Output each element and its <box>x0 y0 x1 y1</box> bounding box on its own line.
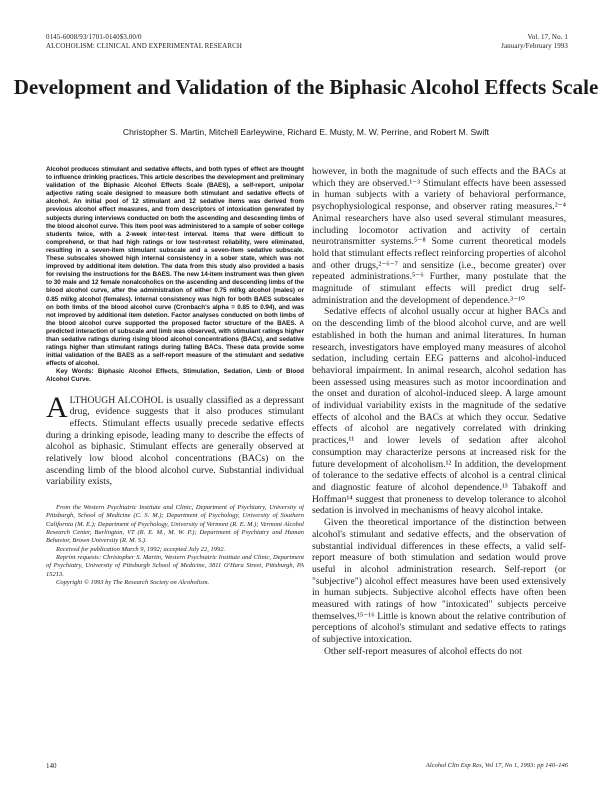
intro-text: is usually classified as a depressant drug, evidence suggests that it also produces stimulant effects. Stimulant effects usually precede sedative effects during a drinking episode, leading many to describe the effects of alcohol as biphasic. Stimulant effects are generally observed at relatively low blood alcohol concentrations (BACs) on the ascending limb of the blood alcohol curve. Substantial individual variability exists, <box>46 394 304 488</box>
body-paragraph: Given the theoretical importance of the distinction between alcohol's stimulant and sedative effects, and the observation of substantial individual differences in these effects, a valid self-report measure of both stimulation and sedation would prove useful in alcohol administration research. Self-report (or "subjective") alcohol effect measures have been used extensively in human subjects. Subjective alcohol effects have often been measured with ratings of how "intoxicated" subjects perceive themselves.¹⁵⁻¹⁶ Little is known about the relative contribution of perceptions of alcohol's stimulant and sedative effects to ratings of subjective intoxication. <box>312 517 566 646</box>
journal-citation: Alcohol Clin Exp Res, Vol 17, No 1, 1993: pp 140–146 <box>425 762 568 769</box>
author-list: Christopher S. Martin, Mitchell Earleywine, Richard E. Musty, M. W. Perrine, and Robert M. Swift <box>122 127 490 137</box>
body-paragraph: Sedative effects of alcohol usually occur at higher BACs and on the descending limb of the blood alcohol curve, and are well established in both the human and animal literatures. In human research, investigators have employed many measures of alcohol sedation, including certain EEG patterns and alcohol-induced behavioral impairment. In animal research, alcohol sedation has been assessed using measures such as motor incoordination and the onset and duration of alcohol-induced sleep. A large amount of individual variability exists in the magnitude of the sedative effects of alcohol and the BACs at which they occur. Sedative effects of alcohol are negatively correlated with drinking practices,¹¹ and lower levels of sedation after alcohol consumption may characterize persons at increased risk for the future development of alcoholism.¹² In addition, the development of tolerance to the sedative effects of alcohol is a central clinical and diagnostic feature of alcohol dependence.¹³ Tabakoff and Hoffman¹⁴ suggest that proneness to develop tolerance to alcohol sedation is involved in mechanisms of heavy alcohol intake. <box>312 306 566 517</box>
body-paragraph: Other self-report measures of alcohol effects do not <box>324 645 522 657</box>
right-column <box>312 166 566 776</box>
running-header-left <box>46 33 242 50</box>
issue-date: January/February 1993 <box>501 41 568 50</box>
journal-name: ALCOHOLISM: CLINICAL AND EXPERIMENTAL RESEARCH <box>46 41 243 50</box>
issn-line: 0145-6008/93/1701-0140$3.00/0 <box>46 33 142 41</box>
keywords: Key Words: Biphasic Alcohol Effects, Stimulation, Sedation, Limb of Blood Alcohol Curve. <box>46 368 304 384</box>
article-title: Development and Validation of the Biphasic Alcohol Effects Scale <box>13 75 599 99</box>
abstract: Alcohol produces stimulant and sedative effects, and both types of effect are thought to influence drinking practices. This article describes the development and preliminary validation of the Biphasic Alcohol Effects Scale (BAES), a self-report, unipolar adjective rating scale designed to measure both stimulant and sedative effects of alcohol. An initial pool of 12 stimulant and 12 sedative items was derived from previous alcohol effect measures, and from descriptors of intoxication generated by subjects during interviews conducted on both the ascending and descending limbs of the blood alcohol curve. This item pool was administered to a sample of sober college students twice, with a 2-week inter-test interval. Items that were difficult to comprehend, or that had high ratings or low test-retest reliability, were eliminated, resulting in a seven-item stimulant subscale and a seven-item sedative subscale. These subscales showed high internal consistency in a sober state, which was not improved by additional item deletion. The data from this study also provided a basis for revising the instructions for the BAES. The new 14-item instrument was then given to 30 male and 12 female nonalcoholics on the ascending and descending limbs of the blood alcohol curve, after the administration of either 0.75 ml/kg alcohol (males) or 0.85 ml/kg alcohol (females). Internal consistency was high for both BAES subscales on both limbs of the blood alcohol curve (Cronbach's alpha = 0.85 to 0.94), and was not improved by additional item deletion. Factor analyses conducted on both limbs of the blood alcohol curve supported the proposed factor structure of the BAES. A predicted interaction of subscale and limb was observed, with stimulant ratings higher than sedative ratings during rising blood alcohol concentrations (BACs), and sedative ratings higher than stimulant ratings during falling BACs. These data provide some initial validation of the BAES as a self-report measure of the stimulant and sedative effects of alcohol. <box>46 166 304 368</box>
intro-lead-in: ALTHOUGH ALCOHOL <box>46 390 164 424</box>
intro-paragraph <box>46 390 304 489</box>
body-paragraph: however, in both the magnitude of such effects and the BACs at which they are observed.¹⁻³ Stimulant effects have been assessed in human subjects with a variety of behavioral performance, psychophysiological response, and observer rating measures.²⁻⁴ Animal researchers have also used several stimulant measures, including locomotor activation and activity of certain neurotransmitter systems.⁵⁻⁸ Some current theoretical models hold that stimulant effects reflect reinforcing properties of alcohol and other drugs,²⁻⁶⁻⁷ and sensitize (i.e., become greater) over repeated administrations.⁵⁻⁶ Further, many postulate that the magnitude of stimulant effects will predict drug self-administration and the development of dependence.³⁻¹⁰ <box>312 166 566 306</box>
footnote-copyright: Copyright © 1993 by The Research Society on Alcoholism. <box>56 578 210 586</box>
page-number: 140 <box>46 762 57 770</box>
volume-line: Vol. 17, No. 1 <box>527 33 568 41</box>
running-header-right <box>501 33 568 50</box>
left-column <box>46 166 304 766</box>
affiliation-footnote <box>46 504 304 587</box>
footnote-affiliations: From the Western Psychiatric Institute and Clinic, Department of Psychiatry, University of Pittsburgh, School of Medicine (C. S. M.); Department of Psychology, University of Southern California (M. E.); Department of Psychology, University of Vermont (R. E. M.); Vermont Alcohol Research Center, Burlington, VT (R. E. M., M. W. P.); Department of Psychiatry and Human Behavior, Brown University (R. M. S.). <box>46 504 304 545</box>
footnote-reprints: Reprint requests: Christopher S. Martin, Western Psychiatric Institute and Clinic, Department of Psychiatry, University of Pittsburgh School of Medicine, 3811 O'Hara Street, Pittsburgh, PA 15213. <box>46 553 304 578</box>
footnote-received: Received for publication March 9, 1992; accepted July 22, 1992. <box>56 545 226 553</box>
